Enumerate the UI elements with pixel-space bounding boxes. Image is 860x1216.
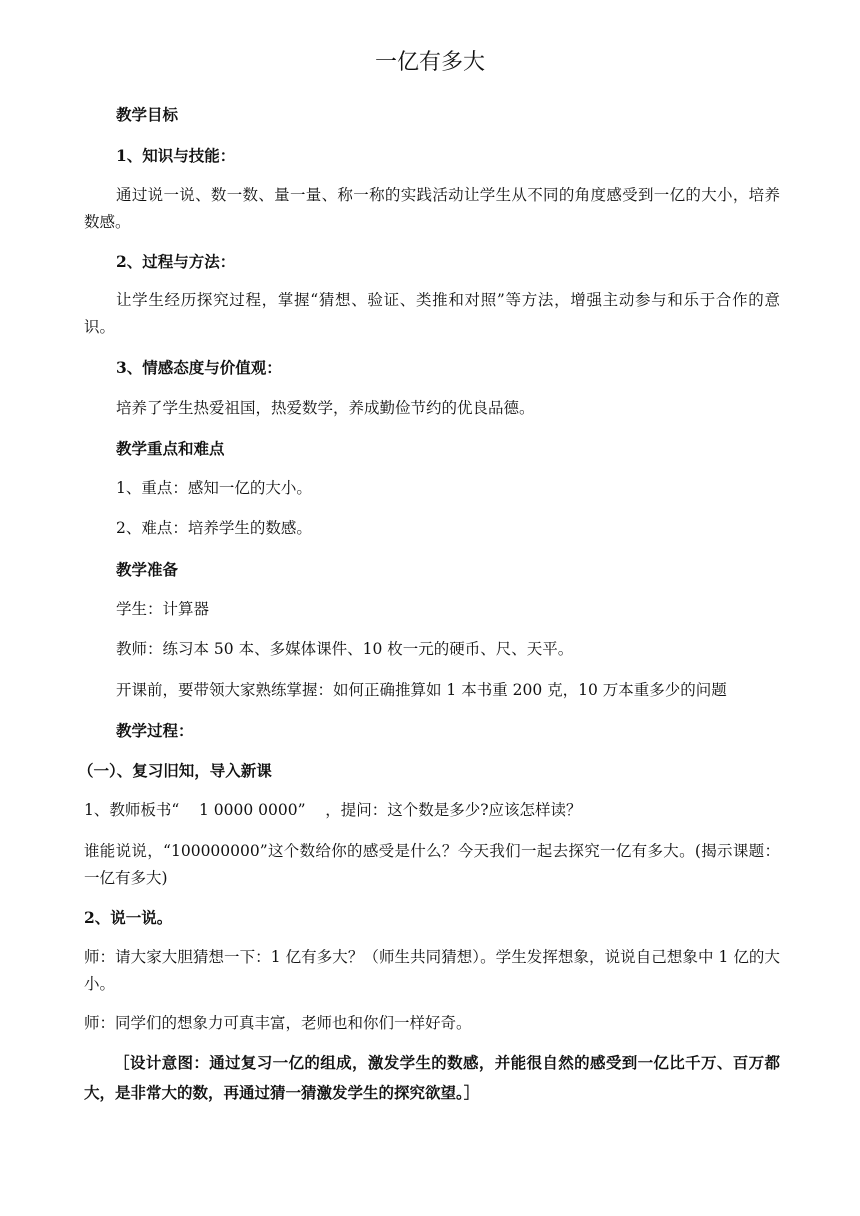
paragraph-pre-class: 开课前，要带领大家熟练掌握：如何正确推算如 1 本书重 200 克，10 万本重多少的问题 bbox=[116, 681, 727, 699]
subheading-emotion-values: 3、情感态度与价值观： bbox=[116, 358, 282, 377]
section-heading-preparation: 教学准备 bbox=[116, 560, 179, 579]
paragraph-key-point: 1、重点：感知一亿的大小。 bbox=[116, 479, 312, 497]
paragraph-emotion-values: 培养了学生热爱祖国，热爱数学，养成勤俭节约的优良品德。 bbox=[116, 399, 535, 417]
section-heading-key-points: 教学重点和难点 bbox=[116, 439, 225, 458]
subheading-knowledge-skills: 1、知识与技能： bbox=[116, 146, 236, 165]
subheading-process-methods: 2、过程与方法： bbox=[116, 252, 236, 271]
subheading-review-intro: （一）、复习旧知，导入新课 bbox=[78, 761, 272, 780]
paragraph-board-writing: 1、教师板书“ 1 0000 0000” ，提问：这个数是多少?应该怎样读？ bbox=[84, 801, 582, 819]
paragraph-imagination: 师：同学们的想象力可真丰富，老师也和你们一样好奇。 bbox=[84, 1014, 472, 1032]
design-intent-note: ［设计意图：通过复习一亿的组成，激发学生的数感，并能很自然的感受到一亿比千万、百万都大，是非常大的数，再通过猜一猜激发学生的探究欲望。］ bbox=[84, 1053, 780, 1102]
subheading-say-it: 2、说一说。 bbox=[84, 908, 173, 927]
paragraph-process-methods: 让学生经历探究过程，掌握“猜想、验证、类推和对照”等方法，增强主动参与和乐于合作的意识。 bbox=[84, 291, 780, 336]
document-title: 一亿有多大 bbox=[374, 50, 485, 75]
paragraph-guess: 师：请大家大胆猜想一下：1 亿有多大？（师生共同猜想）。学生发挥想象，说说自己想象中 1 亿的大小。 bbox=[84, 948, 780, 993]
paragraph-knowledge-skills: 通过说一说、数一数、量一量、称一称的实践活动让学生从不同的角度感受到一亿的大小，培养数感。 bbox=[84, 186, 780, 231]
paragraph-student-prep: 学生：计算器 bbox=[116, 600, 210, 618]
paragraph-difficulty: 2、难点：培养学生的数感。 bbox=[116, 519, 312, 537]
section-heading-process: 教学过程： bbox=[116, 721, 194, 740]
paragraph-feeling-question: 谁能说说，“100000000”这个数给你的感受是什么？今天我们一起去探究一亿有多大。(揭示课题：一亿有多大) bbox=[84, 842, 780, 887]
section-heading-objectives: 教学目标 bbox=[116, 105, 179, 124]
paragraph-teacher-prep: 教师：练习本 50 本、多媒体课件、10 枚一元的硬币、尺、天平。 bbox=[116, 640, 574, 658]
